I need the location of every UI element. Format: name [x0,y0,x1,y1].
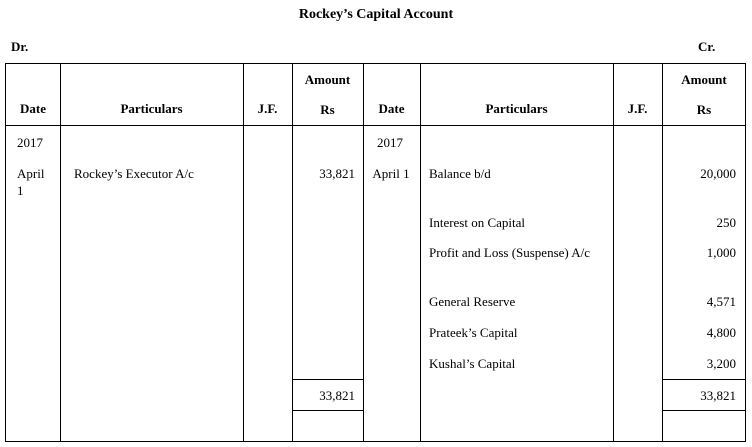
header-particulars-credit: Particulars [485,101,548,116]
credit-date: April 1 [372,166,410,181]
header-date-credit: Date [378,101,405,116]
header-rs-debit: Rs [320,102,335,117]
credit-amount-3: 1,000 [706,245,736,260]
col-divider [60,64,61,441]
debit-total-bottom-line [292,410,363,411]
debit-label: Dr. [11,39,29,54]
header-particulars-debit: Particulars [120,101,183,116]
credit-particulars-1: Balance b/d [429,166,491,181]
credit-amount-2: 250 [716,215,736,230]
credit-particulars-3: Profit and Loss (Suspense) A/c [429,245,591,260]
header-divider [6,125,745,126]
header-amount-credit: Amount [681,72,727,87]
credit-total: 33,821 [700,388,736,403]
header-amount-debit: Amount [304,72,351,87]
credit-total-top-line [662,379,746,380]
credit-year: 2017 [377,135,403,150]
header-jf-credit: J.F. [627,101,648,116]
credit-particulars-6: Kushal’s Capital [429,356,516,371]
col-divider [292,64,293,441]
header-rs-credit: Rs [696,102,712,117]
ledger-table [5,63,746,442]
credit-particulars-2: Interest on Capital [429,215,526,230]
credit-label: Cr. [698,39,716,54]
debit-year: 2017 [17,135,43,150]
header-jf-debit: J.F. [257,101,278,116]
credit-particulars-4: General Reserve [429,294,516,309]
debit-date: April 1 [17,166,45,198]
col-divider [363,64,364,441]
credit-amount-4: 4,571 [706,294,736,309]
credit-amount-1: 20,000 [700,166,736,181]
col-divider [420,64,421,441]
debit-total-top-line [292,379,363,380]
col-divider [613,64,614,441]
credit-particulars-5: Prateek’s Capital [429,325,518,340]
debit-amount: 33,821 [319,166,355,181]
credit-amount-6: 3,200 [706,356,736,371]
credit-total-bottom-line [662,410,746,411]
account-title: Rockey’s Capital Account [298,7,454,22]
credit-amount-5: 4,800 [706,325,736,340]
debit-total: 33,821 [319,388,355,403]
col-divider [243,64,244,441]
header-date-debit: Date [20,101,46,116]
debit-particulars: Rockey’s Executor A/c [74,166,194,181]
